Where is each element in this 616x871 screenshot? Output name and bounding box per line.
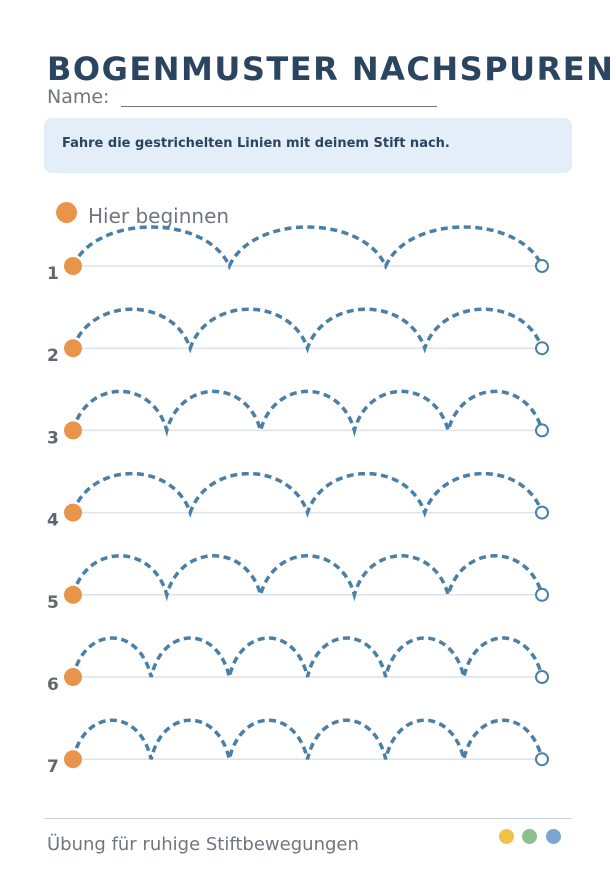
name-label: Name: xyxy=(47,86,110,108)
tracing-row xyxy=(47,309,548,366)
end-circle-icon xyxy=(536,671,548,683)
start-dot-icon xyxy=(64,586,82,604)
dashed-arc-path xyxy=(73,474,542,513)
footer-dot-green-icon xyxy=(522,829,537,844)
footer-text: Übung für ruhige Stiftbewegungen xyxy=(47,834,359,855)
end-circle-icon xyxy=(536,507,548,519)
footer-dot-blue-icon xyxy=(546,829,561,844)
legend-start-label: Hier beginnen xyxy=(88,204,230,228)
row-number: 1 xyxy=(47,264,59,284)
dashed-arc-path xyxy=(73,556,542,595)
start-dot-icon xyxy=(64,504,82,522)
end-circle-icon xyxy=(536,342,548,354)
row-number: 2 xyxy=(47,346,59,367)
footer-divider xyxy=(44,818,572,819)
end-circle-icon xyxy=(536,589,548,601)
row-number: 4 xyxy=(47,510,59,531)
dashed-arc-path xyxy=(73,227,542,266)
end-circle-icon xyxy=(536,260,548,272)
instruction-text: Fahre die gestrichelten Linien mit deinem Stift nach. xyxy=(62,136,450,151)
row-number: 6 xyxy=(47,675,59,695)
dashed-arc-path xyxy=(73,391,542,430)
tracing-row xyxy=(47,638,548,695)
row-number: 3 xyxy=(47,428,59,449)
start-dot-icon xyxy=(64,750,82,768)
tracing-row xyxy=(47,556,548,613)
tracing-row xyxy=(47,474,548,531)
dashed-arc-path xyxy=(73,309,542,348)
row-number: 7 xyxy=(47,757,59,778)
page-title: BOGENMUSTER NACHSPUREN xyxy=(47,50,615,88)
row-number: 5 xyxy=(47,592,59,613)
footer-dot-yellow-icon xyxy=(499,829,514,844)
start-dot-icon xyxy=(64,339,82,357)
dashed-arc-path xyxy=(73,638,542,677)
tracing-row xyxy=(47,391,548,448)
start-dot-icon xyxy=(64,421,82,439)
start-dot-icon xyxy=(64,668,82,686)
end-circle-icon xyxy=(536,424,548,436)
tracing-row xyxy=(47,227,548,284)
tracing-row xyxy=(47,720,548,777)
start-dot-icon xyxy=(64,257,82,275)
end-circle-icon xyxy=(536,753,548,765)
dashed-arc-path xyxy=(73,720,542,759)
